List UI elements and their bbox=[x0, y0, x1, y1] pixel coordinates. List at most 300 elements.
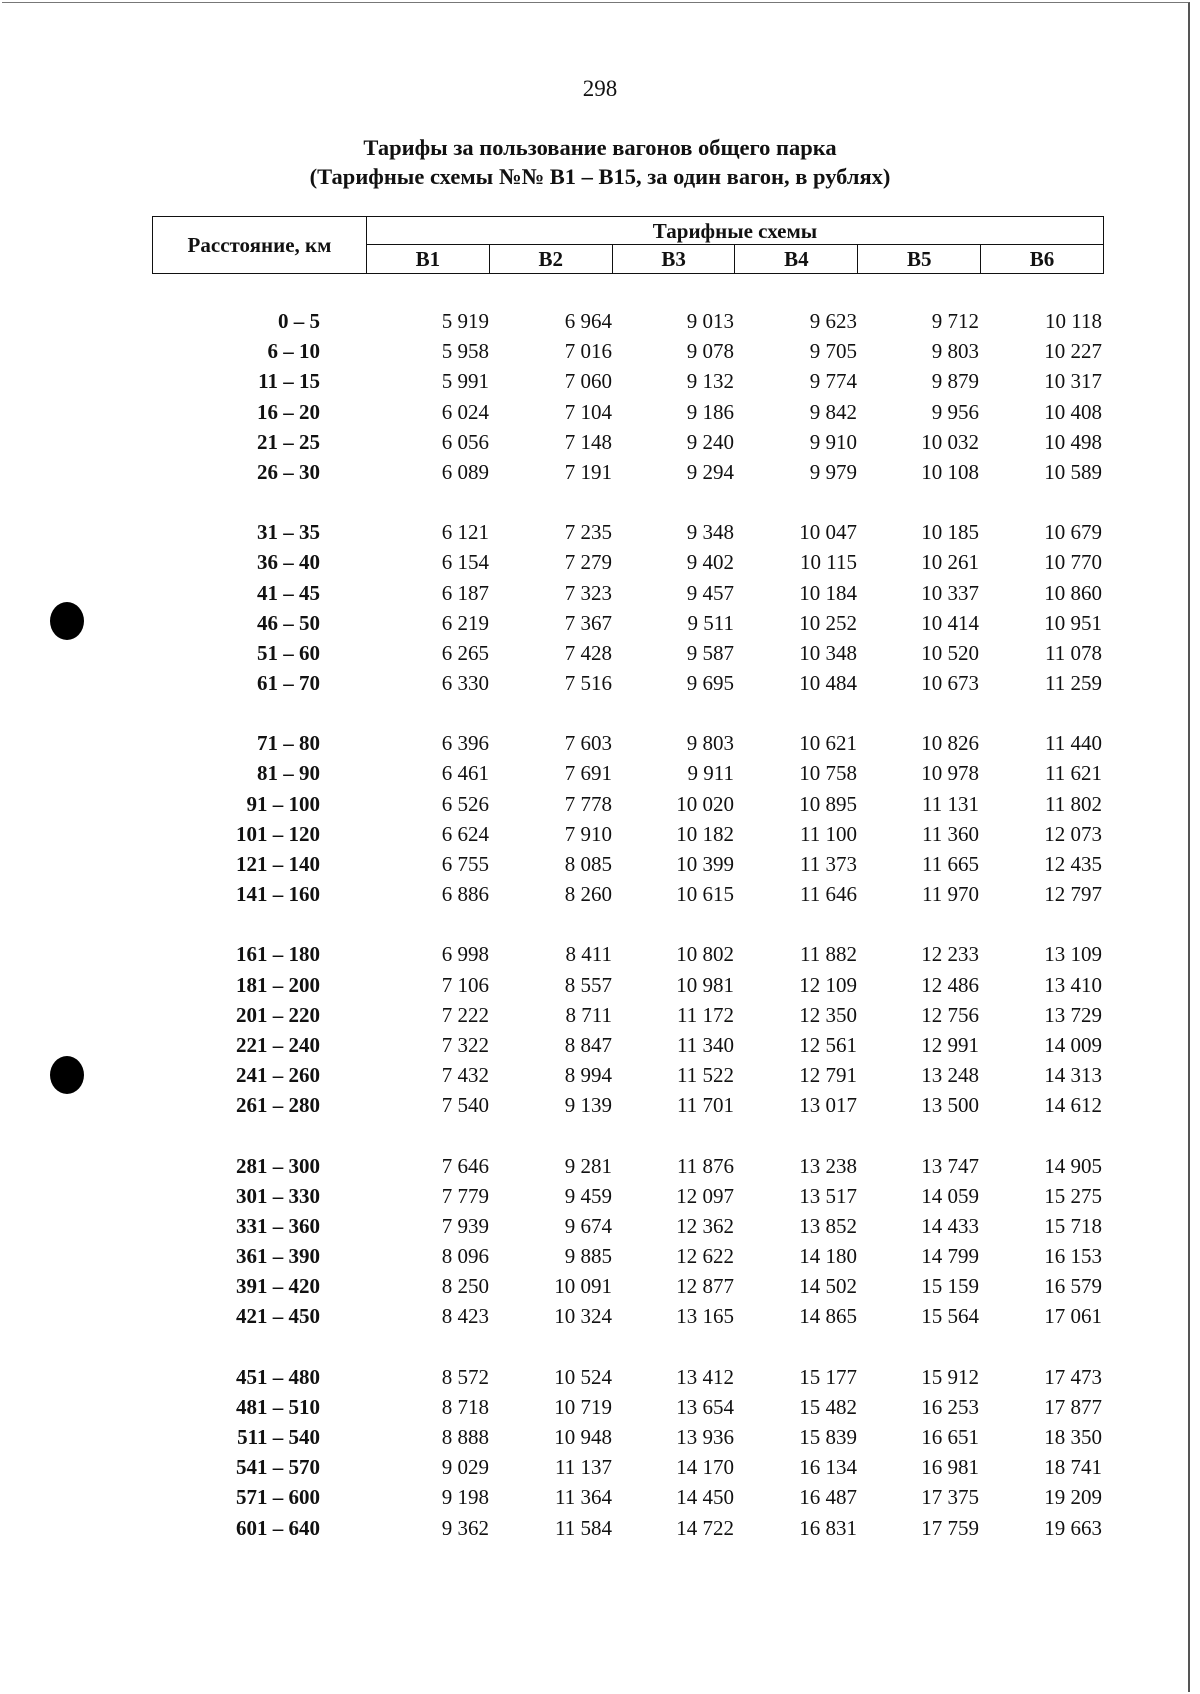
tariff-cell-b2: 9 139 bbox=[564, 1093, 612, 1118]
row-group bbox=[0, 939, 1200, 1120]
table-row bbox=[0, 427, 1200, 457]
tariff-cell-b4: 12 109 bbox=[799, 972, 857, 997]
tariff-cell-b5: 10 261 bbox=[921, 550, 979, 575]
tariff-cell-b6: 13 729 bbox=[1044, 1002, 1102, 1027]
tariff-cell-b1: 6 024 bbox=[441, 399, 489, 424]
tariff-cell-b6: 13 109 bbox=[1044, 942, 1102, 967]
distance-cell: 61 – 70 bbox=[257, 671, 320, 696]
tariff-cell-b6: 10 227 bbox=[1044, 339, 1102, 364]
table-body bbox=[0, 306, 1200, 1573]
distance-cell: 41 – 45 bbox=[257, 580, 320, 605]
tariff-cell-b6: 10 589 bbox=[1044, 459, 1102, 484]
tariff-cell-b6: 10 317 bbox=[1044, 369, 1102, 394]
tariff-cell-b5: 9 803 bbox=[931, 339, 979, 364]
table-row bbox=[0, 1392, 1200, 1422]
tariff-cell-b3: 10 020 bbox=[676, 791, 734, 816]
tariff-cell-b1: 6 265 bbox=[441, 640, 489, 665]
table-row bbox=[0, 1151, 1200, 1181]
tariff-cell-b4: 9 842 bbox=[809, 399, 857, 424]
tariff-cell-b2: 7 516 bbox=[564, 671, 612, 696]
tariff-cell-b1: 6 461 bbox=[441, 761, 489, 786]
column-header-b4: В4 bbox=[735, 245, 858, 273]
distance-cell: 81 – 90 bbox=[257, 761, 320, 786]
tariff-cell-b6: 19 209 bbox=[1044, 1485, 1102, 1510]
row-group bbox=[0, 517, 1200, 698]
distance-cell: 101 – 120 bbox=[236, 821, 320, 846]
tariff-cell-b5: 17 375 bbox=[921, 1485, 979, 1510]
tariff-cell-b1: 8 250 bbox=[441, 1274, 489, 1299]
title-line-2: (Тарифные схемы №№ В1 – В15, за один вагон, в рублях) bbox=[309, 164, 891, 189]
distance-cell: 481 – 510 bbox=[236, 1394, 320, 1419]
tariff-cell-b3: 9 132 bbox=[686, 369, 734, 394]
page-number: 298 bbox=[582, 76, 618, 101]
tariff-cell-b6: 11 259 bbox=[1045, 671, 1102, 696]
table-row bbox=[0, 668, 1200, 698]
tariff-cell-b1: 8 423 bbox=[441, 1304, 489, 1329]
tariff-cell-b6: 17 877 bbox=[1044, 1394, 1102, 1419]
column-header-b5: В5 bbox=[858, 245, 981, 273]
table-row bbox=[0, 970, 1200, 1000]
tariff-cell-b2: 10 719 bbox=[554, 1394, 612, 1419]
tariff-cell-b5: 10 032 bbox=[921, 429, 979, 454]
column-header-b6: В6 bbox=[1029, 247, 1055, 271]
tariff-cell-b4: 10 348 bbox=[799, 640, 857, 665]
tariff-cell-b3: 11 701 bbox=[677, 1093, 734, 1118]
tariff-cell-b2: 10 948 bbox=[554, 1425, 612, 1449]
distance-cell: 261 – 280 bbox=[236, 1093, 320, 1118]
distance-cell: 281 – 300 bbox=[236, 1153, 320, 1178]
tariff-cell-b6: 10 118 bbox=[1045, 309, 1102, 333]
tariff-cell-b5: 10 520 bbox=[921, 640, 979, 665]
distance-cell: 71 – 80 bbox=[257, 731, 320, 756]
tariff-cell-b2: 7 603 bbox=[564, 731, 612, 756]
tariff-cell-b4: 14 865 bbox=[799, 1304, 857, 1329]
tariff-cell-b6: 16 579 bbox=[1044, 1274, 1102, 1299]
tariff-cell-b4: 13 517 bbox=[799, 1183, 857, 1208]
tariff-cell-b2: 7 778 bbox=[564, 791, 612, 816]
tariff-cell-b2: 8 085 bbox=[564, 852, 612, 876]
tariff-cell-b5: 12 756 bbox=[921, 1002, 979, 1027]
tariff-cell-b5: 15 159 bbox=[921, 1274, 979, 1299]
tariff-cell-b1: 6 121 bbox=[441, 520, 489, 545]
tariff-cell-b5: 9 879 bbox=[931, 369, 979, 394]
row-group bbox=[0, 306, 1200, 487]
table-row bbox=[0, 1362, 1200, 1392]
tariff-cell-b2: 9 885 bbox=[564, 1244, 612, 1269]
tariff-cell-b6: 16 153 bbox=[1044, 1244, 1102, 1269]
tariff-cell-b6: 18 350 bbox=[1044, 1425, 1102, 1449]
tariff-cell-b3: 12 362 bbox=[676, 1213, 734, 1238]
row-group bbox=[0, 1362, 1200, 1543]
tariff-cell-b5: 14 799 bbox=[921, 1244, 979, 1269]
table-row bbox=[0, 1301, 1200, 1331]
tariff-cell-b4: 11 646 bbox=[800, 882, 857, 907]
tariff-cell-b1: 7 540 bbox=[441, 1093, 489, 1118]
table-row bbox=[0, 1422, 1200, 1452]
column-header-b1: В1 bbox=[367, 245, 490, 273]
table-row bbox=[0, 819, 1200, 849]
table-row bbox=[0, 789, 1200, 819]
tariff-schemes-header: Тарифные схемы bbox=[367, 217, 1103, 245]
tariff-cell-b2: 8 260 bbox=[564, 882, 612, 907]
tariff-cell-b3: 11 340 bbox=[677, 1032, 734, 1057]
tariff-cell-b6: 14 313 bbox=[1044, 1063, 1102, 1088]
tariff-cell-b2: 7 323 bbox=[564, 580, 612, 605]
tariff-cell-b3: 9 911 bbox=[687, 761, 734, 786]
table-row bbox=[0, 547, 1200, 577]
tariff-cell-b1: 9 198 bbox=[441, 1485, 489, 1510]
table-row bbox=[0, 1452, 1200, 1482]
tariff-cell-b4: 14 180 bbox=[799, 1244, 857, 1269]
tariff-cell-b1: 7 646 bbox=[441, 1153, 489, 1178]
tariff-cell-b6: 17 473 bbox=[1044, 1364, 1102, 1389]
table-row bbox=[0, 758, 1200, 788]
tariff-cell-b3: 13 412 bbox=[676, 1364, 734, 1389]
tariff-cell-b6: 19 663 bbox=[1044, 1515, 1102, 1540]
distance-cell: 121 – 140 bbox=[236, 852, 320, 876]
table-row bbox=[0, 1090, 1200, 1120]
tariff-cell-b1: 9 029 bbox=[441, 1455, 489, 1480]
tariff-cell-b5: 11 360 bbox=[922, 821, 979, 846]
table-row bbox=[0, 1513, 1200, 1543]
tariff-cell-b3: 12 097 bbox=[676, 1183, 734, 1208]
tariff-cell-b6: 14 009 bbox=[1044, 1032, 1102, 1057]
tariff-cell-b6: 18 741 bbox=[1044, 1455, 1102, 1480]
tariff-cell-b3: 11 172 bbox=[677, 1002, 734, 1027]
tariff-cell-b2: 7 191 bbox=[564, 459, 612, 484]
tariff-cell-b3: 13 165 bbox=[676, 1304, 734, 1329]
distance-cell: 331 – 360 bbox=[236, 1213, 320, 1238]
tariff-cell-b1: 8 096 bbox=[441, 1244, 489, 1269]
table-row bbox=[0, 336, 1200, 366]
tariff-cell-b2: 10 324 bbox=[554, 1304, 612, 1329]
tariff-cell-b4: 12 791 bbox=[799, 1063, 857, 1088]
tariff-cell-b1: 6 755 bbox=[441, 852, 489, 876]
tariff-cell-b2: 10 524 bbox=[554, 1364, 612, 1389]
tariff-cell-b5: 13 248 bbox=[921, 1063, 979, 1088]
table-row bbox=[0, 306, 1200, 336]
tariff-cell-b6: 12 073 bbox=[1044, 821, 1102, 846]
tariff-cell-b1: 7 432 bbox=[441, 1063, 489, 1088]
tariff-cell-b4: 13 017 bbox=[799, 1093, 857, 1118]
table-row bbox=[0, 1271, 1200, 1301]
tariff-cell-b1: 6 624 bbox=[441, 821, 489, 846]
table-row bbox=[0, 1000, 1200, 1030]
tariff-cell-b4: 9 979 bbox=[809, 459, 857, 484]
tariff-cell-b2: 11 137 bbox=[555, 1455, 612, 1480]
row-group bbox=[0, 1151, 1200, 1332]
tariff-cell-b6: 10 679 bbox=[1044, 520, 1102, 545]
tariff-cell-b6: 10 408 bbox=[1044, 399, 1102, 424]
tariff-cell-b5: 16 981 bbox=[921, 1455, 979, 1480]
tariff-cell-b3: 9 695 bbox=[686, 671, 734, 696]
tariff-cell-b3: 9 078 bbox=[686, 339, 734, 364]
distance-cell: 571 – 600 bbox=[236, 1485, 320, 1510]
tariff-cell-b2: 7 279 bbox=[564, 550, 612, 575]
tariff-cell-b6: 13 410 bbox=[1044, 972, 1102, 997]
table-row bbox=[0, 1030, 1200, 1060]
tariff-cell-b1: 6 089 bbox=[441, 459, 489, 484]
tariff-cell-b2: 7 428 bbox=[564, 640, 612, 665]
tariff-cell-b3: 9 186 bbox=[686, 399, 734, 424]
tariff-cell-b6: 14 612 bbox=[1044, 1093, 1102, 1118]
distance-cell: 421 – 450 bbox=[236, 1304, 320, 1329]
tariff-cell-b1: 6 056 bbox=[441, 429, 489, 454]
distance-cell: 26 – 30 bbox=[257, 459, 320, 484]
tariff-cell-b4: 9 623 bbox=[809, 309, 857, 333]
tariff-cell-b5: 10 826 bbox=[921, 731, 979, 756]
tariff-cell-b2: 8 847 bbox=[564, 1032, 612, 1057]
tariff-cell-b2: 7 148 bbox=[564, 429, 612, 454]
tariff-cell-b1: 8 718 bbox=[441, 1394, 489, 1419]
tariff-cell-b3: 9 240 bbox=[686, 429, 734, 454]
tariff-cell-b5: 15 912 bbox=[921, 1364, 979, 1389]
tariff-cell-b4: 12 350 bbox=[799, 1002, 857, 1027]
tariff-cell-b6: 11 078 bbox=[1045, 640, 1102, 665]
distance-cell: 91 – 100 bbox=[246, 791, 320, 816]
tariff-cell-b5: 14 059 bbox=[921, 1183, 979, 1208]
tariff-cell-b2: 8 557 bbox=[564, 972, 612, 997]
column-header-b2: В2 bbox=[490, 245, 613, 273]
tariff-cell-b4: 10 184 bbox=[799, 580, 857, 605]
tariff-cell-b1: 7 779 bbox=[441, 1183, 489, 1208]
distance-cell: 301 – 330 bbox=[236, 1183, 320, 1208]
table-row bbox=[0, 879, 1200, 909]
tariff-cell-b1: 7 106 bbox=[441, 972, 489, 997]
table-row bbox=[0, 1181, 1200, 1211]
tariff-cell-b4: 15 839 bbox=[799, 1425, 857, 1449]
tariff-cell-b6: 10 770 bbox=[1044, 550, 1102, 575]
tariff-cell-b4: 13 852 bbox=[799, 1213, 857, 1238]
distance-cell: 141 – 160 bbox=[236, 882, 320, 907]
tariff-cell-b6: 15 718 bbox=[1044, 1213, 1102, 1238]
tariff-cell-b2: 11 584 bbox=[555, 1515, 612, 1540]
tariff-cell-b4: 11 100 bbox=[800, 821, 857, 846]
tariff-cell-b3: 9 348 bbox=[686, 520, 734, 545]
tariff-cell-b6: 10 498 bbox=[1044, 429, 1102, 454]
tariff-cell-b6: 11 802 bbox=[1045, 791, 1102, 816]
table-row bbox=[0, 397, 1200, 427]
tariff-cell-b3: 9 294 bbox=[686, 459, 734, 484]
tariff-cell-b2: 9 459 bbox=[564, 1183, 612, 1208]
tariff-cell-b5: 12 486 bbox=[921, 972, 979, 997]
distance-cell: 11 – 15 bbox=[258, 369, 320, 394]
tariff-cell-b5: 12 991 bbox=[921, 1032, 979, 1057]
tariff-cell-b1: 6 154 bbox=[441, 550, 489, 575]
tariff-cell-b3: 9 402 bbox=[686, 550, 734, 575]
tariff-cell-b4: 11 373 bbox=[800, 852, 857, 876]
tariff-cell-b3: 11 876 bbox=[677, 1153, 734, 1178]
tariff-cell-b3: 10 981 bbox=[676, 972, 734, 997]
tariff-cell-b3: 12 877 bbox=[676, 1274, 734, 1299]
tariff-cell-b2: 9 674 bbox=[564, 1213, 612, 1238]
tariff-cell-b5: 13 500 bbox=[921, 1093, 979, 1118]
tariff-cell-b5: 15 564 bbox=[921, 1304, 979, 1329]
table-row bbox=[0, 366, 1200, 396]
distance-header: Расстояние, км bbox=[153, 217, 367, 273]
tariff-cell-b5: 16 253 bbox=[921, 1394, 979, 1419]
tariff-cell-b3: 9 457 bbox=[686, 580, 734, 605]
table-row bbox=[0, 517, 1200, 547]
tariff-cell-b3: 9 803 bbox=[686, 731, 734, 756]
tariff-cell-b5: 10 185 bbox=[921, 520, 979, 545]
tariff-cell-b4: 10 621 bbox=[799, 731, 857, 756]
distance-cell: 241 – 260 bbox=[236, 1063, 320, 1088]
table-row bbox=[0, 638, 1200, 668]
tariff-cell-b3: 13 936 bbox=[676, 1425, 734, 1449]
tariff-cell-b1: 6 886 bbox=[441, 882, 489, 907]
table-row bbox=[0, 578, 1200, 608]
distance-cell: 6 – 10 bbox=[267, 339, 320, 364]
table-row bbox=[0, 849, 1200, 879]
tariff-cell-b1: 5 991 bbox=[441, 369, 489, 394]
distance-cell: 541 – 570 bbox=[236, 1455, 320, 1480]
distance-cell: 51 – 60 bbox=[257, 640, 320, 665]
tariff-cell-b4: 12 561 bbox=[799, 1032, 857, 1057]
distance-cell: 0 – 5 bbox=[278, 309, 320, 333]
tariff-cell-b3: 10 615 bbox=[676, 882, 734, 907]
tariff-cell-b3: 10 802 bbox=[676, 942, 734, 967]
tariff-cell-b1: 6 187 bbox=[441, 580, 489, 605]
tariff-cell-b4: 16 134 bbox=[799, 1455, 857, 1480]
distance-cell: 181 – 200 bbox=[236, 972, 320, 997]
tariff-cell-b5: 11 131 bbox=[922, 791, 979, 816]
distance-cell: 221 – 240 bbox=[236, 1032, 320, 1057]
tariff-cell-b3: 9 013 bbox=[686, 309, 734, 333]
distance-cell: 161 – 180 bbox=[236, 942, 320, 967]
tariff-cell-b1: 8 572 bbox=[441, 1364, 489, 1389]
tariff-cell-b5: 10 108 bbox=[921, 459, 979, 484]
tariff-cell-b4: 10 047 bbox=[799, 520, 857, 545]
tariff-cell-b2: 10 091 bbox=[554, 1274, 612, 1299]
tariff-cell-b5: 17 759 bbox=[921, 1515, 979, 1540]
tariff-cell-b5: 13 747 bbox=[921, 1153, 979, 1178]
tariff-cell-b3: 11 522 bbox=[677, 1063, 734, 1088]
tariff-cell-b4: 15 482 bbox=[799, 1394, 857, 1419]
tariff-cell-b4: 10 758 bbox=[799, 761, 857, 786]
page-title bbox=[0, 133, 1200, 191]
tariff-cell-b1: 7 322 bbox=[441, 1032, 489, 1057]
tariff-cell-b3: 12 622 bbox=[676, 1244, 734, 1269]
tariff-cell-b1: 6 219 bbox=[441, 610, 489, 635]
tariff-cell-b5: 12 233 bbox=[921, 942, 979, 967]
table-row bbox=[0, 728, 1200, 758]
tariff-cell-b6: 14 905 bbox=[1044, 1153, 1102, 1178]
distance-cell: 511 – 540 bbox=[237, 1425, 320, 1449]
tariff-cell-b2: 8 994 bbox=[564, 1063, 612, 1088]
tariff-cell-b2: 7 691 bbox=[564, 761, 612, 786]
tariff-cell-b1: 5 919 bbox=[441, 309, 489, 333]
tariff-cell-b5: 14 433 bbox=[921, 1213, 979, 1238]
distance-cell: 451 – 480 bbox=[236, 1364, 320, 1389]
tariff-cell-b2: 8 411 bbox=[565, 942, 612, 967]
tariff-cell-b5: 10 414 bbox=[921, 610, 979, 635]
table-row bbox=[0, 457, 1200, 487]
tariff-cell-b5: 9 712 bbox=[931, 309, 979, 333]
tariff-cell-b2: 7 235 bbox=[564, 520, 612, 545]
tariff-cell-b5: 11 665 bbox=[922, 852, 979, 876]
table-row bbox=[0, 1241, 1200, 1271]
distance-cell: 361 – 390 bbox=[236, 1244, 320, 1269]
tariff-cell-b5: 9 956 bbox=[931, 399, 979, 424]
tariff-cell-b3: 9 587 bbox=[686, 640, 734, 665]
tariff-cell-b4: 11 882 bbox=[800, 942, 857, 967]
tariff-cell-b1: 5 958 bbox=[441, 339, 489, 364]
tariff-cell-b4: 9 910 bbox=[809, 429, 857, 454]
tariff-cell-b4: 14 502 bbox=[799, 1274, 857, 1299]
tariff-cell-b4: 15 177 bbox=[799, 1364, 857, 1389]
table-row bbox=[0, 1060, 1200, 1090]
tariff-cell-b1: 6 526 bbox=[441, 791, 489, 816]
tariff-cell-b3: 14 722 bbox=[676, 1515, 734, 1540]
column-headers bbox=[367, 245, 1103, 273]
tariff-cell-b2: 9 281 bbox=[564, 1153, 612, 1178]
tariff-cell-b2: 6 964 bbox=[564, 309, 612, 333]
tariff-cell-b1: 9 362 bbox=[441, 1515, 489, 1540]
table-row bbox=[0, 608, 1200, 638]
tariff-cell-b2: 7 367 bbox=[564, 610, 612, 635]
tariff-cell-b6: 10 951 bbox=[1044, 610, 1102, 635]
tariff-cell-b1: 6 396 bbox=[441, 731, 489, 756]
tariff-cell-b4: 16 487 bbox=[799, 1485, 857, 1510]
tariff-cell-b1: 8 888 bbox=[441, 1425, 489, 1449]
title-line-1: Тарифы за пользование вагонов общего парка bbox=[363, 135, 837, 160]
tariff-cell-b3: 9 511 bbox=[687, 610, 734, 635]
tariff-cell-b1: 7 222 bbox=[441, 1002, 489, 1027]
tariff-cell-b4: 13 238 bbox=[799, 1153, 857, 1178]
tariff-cell-b2: 7 910 bbox=[564, 821, 612, 846]
tariff-cell-b6: 12 797 bbox=[1044, 882, 1102, 907]
tariff-cell-b3: 14 450 bbox=[676, 1485, 734, 1510]
tariff-cell-b4: 10 484 bbox=[799, 671, 857, 696]
tariff-cell-b1: 6 330 bbox=[441, 671, 489, 696]
distance-cell: 46 – 50 bbox=[257, 610, 320, 635]
tariff-cell-b3: 10 182 bbox=[676, 821, 734, 846]
distance-cell: 201 – 220 bbox=[236, 1002, 320, 1027]
tariff-cell-b6: 11 621 bbox=[1045, 761, 1102, 786]
table-row bbox=[0, 939, 1200, 969]
tariff-cell-b4: 10 115 bbox=[800, 550, 857, 575]
tariff-cell-b5: 10 673 bbox=[921, 671, 979, 696]
tariff-cell-b2: 11 364 bbox=[555, 1485, 612, 1510]
tariff-cell-b2: 8 711 bbox=[565, 1002, 612, 1027]
tariff-cell-b6: 10 860 bbox=[1044, 580, 1102, 605]
tariff-cell-b4: 16 831 bbox=[799, 1515, 857, 1540]
tariff-cell-b3: 14 170 bbox=[676, 1455, 734, 1480]
distance-cell: 601 – 640 bbox=[236, 1515, 320, 1540]
distance-cell: 21 – 25 bbox=[257, 429, 320, 454]
tariff-cell-b4: 9 774 bbox=[809, 369, 857, 394]
tariff-cell-b2: 7 060 bbox=[564, 369, 612, 394]
tariff-cell-b3: 10 399 bbox=[676, 852, 734, 876]
tariff-cell-b5: 11 970 bbox=[922, 882, 979, 907]
tariff-cell-b4: 10 252 bbox=[799, 610, 857, 635]
tariff-cell-b2: 7 104 bbox=[564, 399, 612, 424]
tariff-cell-b2: 7 016 bbox=[564, 339, 612, 364]
tariff-cell-b1: 7 939 bbox=[441, 1213, 489, 1238]
distance-cell: 391 – 420 bbox=[236, 1274, 320, 1299]
tariff-cell-b6: 15 275 bbox=[1044, 1183, 1102, 1208]
tariff-cell-b6: 11 440 bbox=[1045, 731, 1102, 756]
tariff-cell-b6: 12 435 bbox=[1044, 852, 1102, 876]
tariff-cell-b6: 17 061 bbox=[1044, 1304, 1102, 1329]
distance-cell: 31 – 35 bbox=[257, 520, 320, 545]
tariff-cell-b5: 10 337 bbox=[921, 580, 979, 605]
distance-cell: 16 – 20 bbox=[257, 399, 320, 424]
table-row bbox=[0, 1482, 1200, 1512]
tariff-cell-b5: 10 978 bbox=[921, 761, 979, 786]
table-header bbox=[152, 216, 1104, 274]
